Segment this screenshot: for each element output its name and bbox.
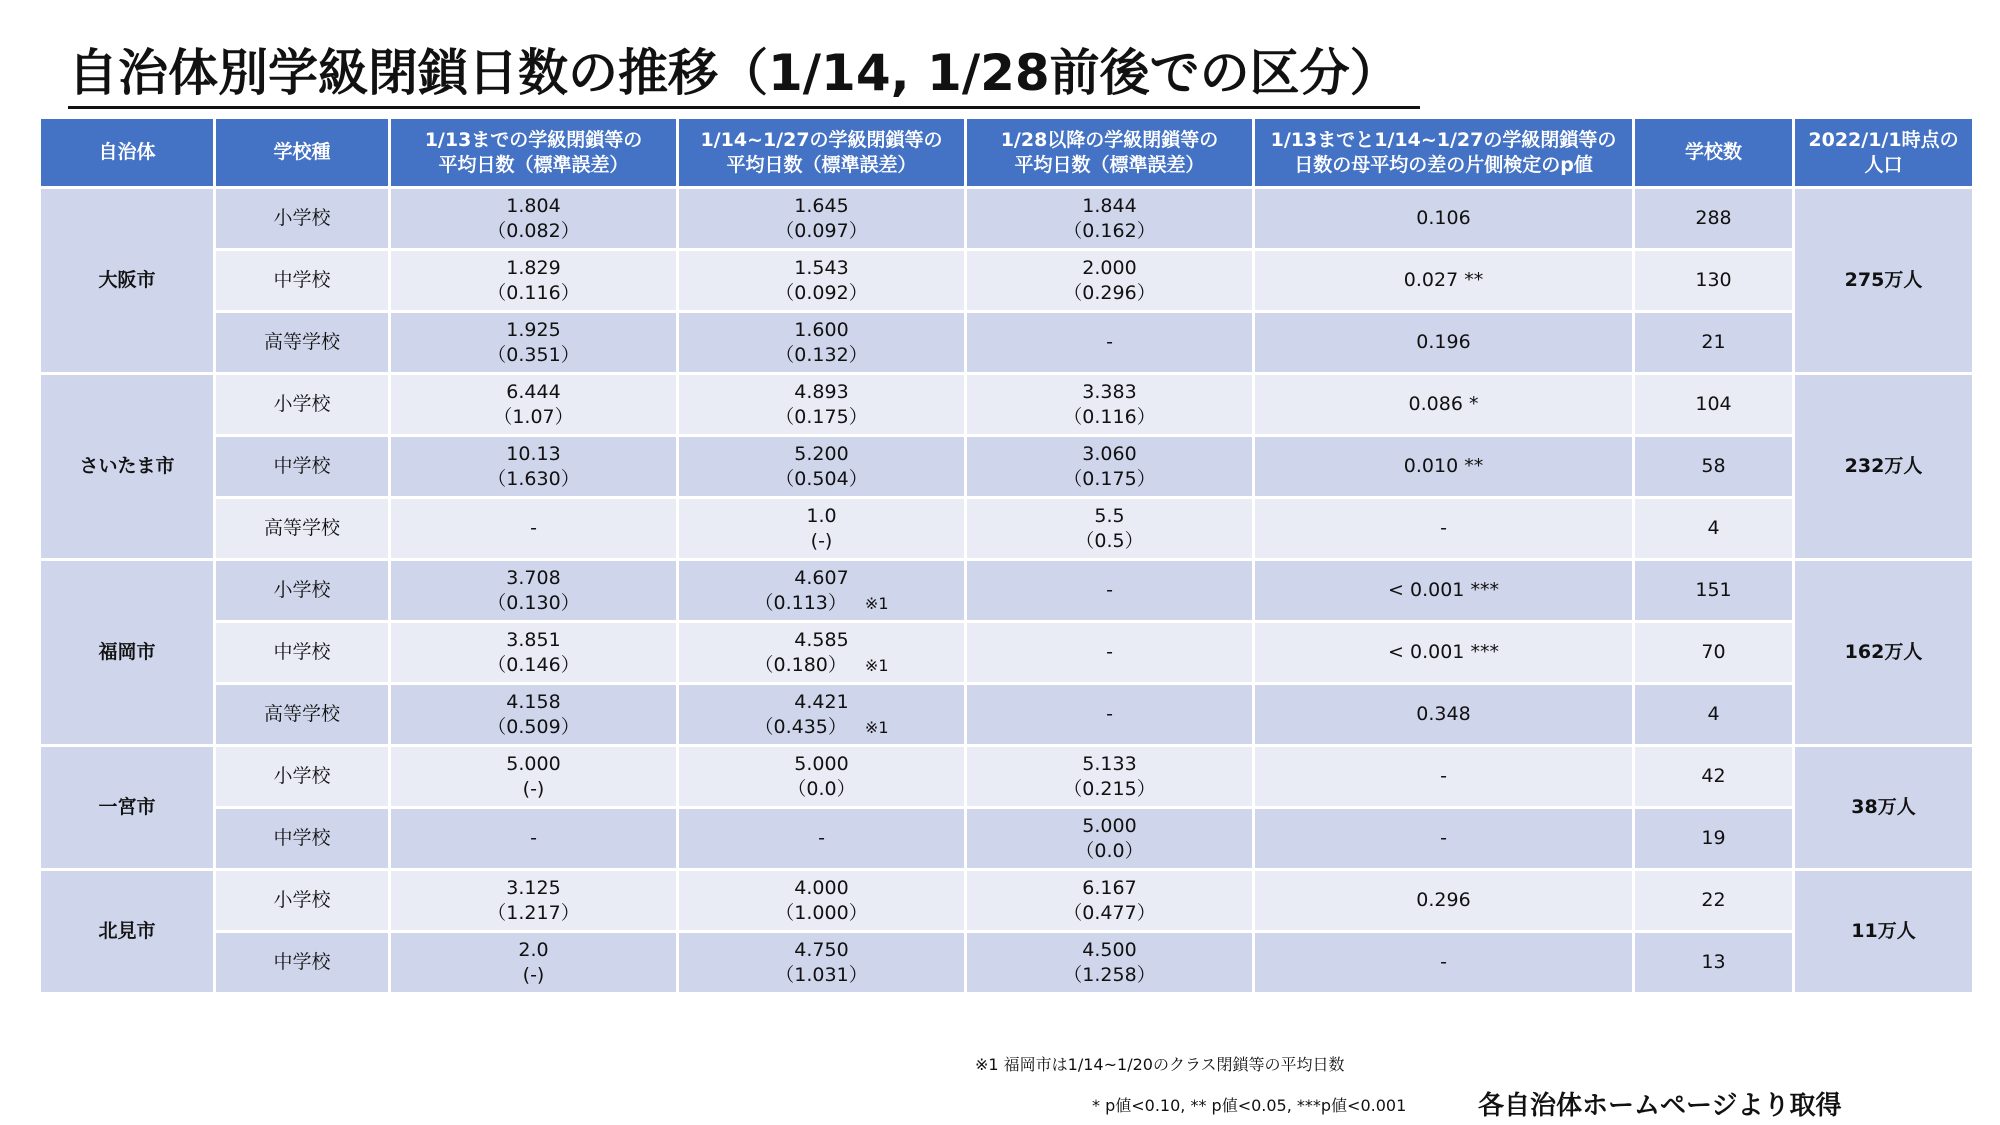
mid-0114-0127-cell: [678, 374, 966, 436]
mean-value: 4.421: [794, 690, 849, 713]
standard-error: （0.097）: [775, 219, 868, 242]
mean-value: 1.844: [1082, 194, 1137, 217]
school-count-cell: 42: [1634, 746, 1794, 808]
school-count-cell: 151: [1634, 560, 1794, 622]
mean-value: 1.543: [794, 256, 849, 279]
standard-error: （0.116）: [1063, 405, 1156, 428]
mean-value: 4.607: [794, 566, 849, 589]
table-row: [40, 684, 1974, 746]
closure-table: [38, 116, 1975, 995]
mean-value: 4.158: [506, 690, 561, 713]
source-note: 各自治体ホームページより取得: [1478, 1091, 1842, 1121]
before-0113-cell: [390, 746, 678, 808]
mean-value: 1.925: [506, 318, 561, 341]
standard-error: (-): [522, 963, 545, 986]
p-value-cell: 0.106: [1254, 188, 1634, 250]
p-value-cell: 0.010 **: [1254, 436, 1634, 498]
mean-value: -: [818, 827, 825, 849]
mean-value: -: [1106, 641, 1113, 663]
header-p-value: 1/13までと1/14~1/27の学級閉鎖等の 日数の母平均の差の片側検定のp値: [1254, 118, 1634, 188]
standard-error: （0.082）: [487, 219, 580, 242]
standard-error: （0.116）: [487, 281, 580, 304]
school-type-cell: 中学校: [215, 250, 390, 312]
mid-0114-0127-cell: [678, 250, 966, 312]
school-type-cell: 中学校: [215, 622, 390, 684]
header-school-type: 学校種: [215, 118, 390, 188]
before-0113-cell: [390, 684, 678, 746]
school-count-cell: 58: [1634, 436, 1794, 498]
school-count-cell: 4: [1634, 684, 1794, 746]
mean-value: 1.645: [794, 194, 849, 217]
note-marker: ※1: [864, 655, 889, 675]
school-type-cell: 小学校: [215, 746, 390, 808]
school-count-cell: 19: [1634, 808, 1794, 870]
standard-error: （0.0）: [787, 777, 856, 800]
before-0113-cell: [390, 374, 678, 436]
header-population: 2022/1/1時点の 人口: [1794, 118, 1974, 188]
p-value-cell: -: [1254, 808, 1634, 870]
standard-error: (-): [810, 529, 833, 552]
mean-value: 3.383: [1082, 380, 1137, 403]
standard-error: (-): [522, 777, 545, 800]
mean-value: 2.000: [1082, 256, 1137, 279]
standard-error: （0.509）: [487, 715, 580, 738]
before-0113-cell: [390, 808, 678, 870]
mean-value: 1.804: [506, 194, 561, 217]
table-row: [40, 436, 1974, 498]
header-school-count: 学校数: [1634, 118, 1794, 188]
school-count-cell: 13: [1634, 932, 1794, 994]
p-value-cell: 0.086 *: [1254, 374, 1634, 436]
population-cell: 11万人: [1794, 870, 1974, 994]
mean-value: 1.829: [506, 256, 561, 279]
footnote-fukuoka: ※1 福岡市は1/14~1/20のクラス閉鎖等の平均日数: [975, 1055, 1345, 1074]
standard-error: （0.296）: [1063, 281, 1156, 304]
footnote-significance: * p値<0.10, ** p値<0.05, ***p値<0.001: [1092, 1096, 1407, 1115]
mean-value: 5.133: [1082, 752, 1137, 775]
standard-error: （0.132）: [775, 343, 868, 366]
municipality-cell: さいたま市: [40, 374, 215, 560]
municipality-cell: 北見市: [40, 870, 215, 994]
table-row: [40, 932, 1974, 994]
header-municipality: 自治体: [40, 118, 215, 188]
population-cell: 232万人: [1794, 374, 1974, 560]
header-row: [40, 118, 1974, 188]
school-count-cell: 70: [1634, 622, 1794, 684]
standard-error: （1.258）: [1063, 963, 1156, 986]
municipality-cell: 一宮市: [40, 746, 215, 870]
after-0128-cell: [966, 374, 1254, 436]
mid-0114-0127-cell: [678, 746, 966, 808]
before-0113-cell: [390, 498, 678, 560]
standard-error: （1.217）: [487, 901, 580, 924]
after-0128-cell: [966, 250, 1254, 312]
school-count-cell: 104: [1634, 374, 1794, 436]
table-row: [40, 250, 1974, 312]
after-0128-cell: [966, 808, 1254, 870]
mean-value: 6.444: [506, 380, 561, 403]
note-marker: ※1: [864, 717, 889, 737]
mean-value: -: [1106, 331, 1113, 353]
standard-error: （0.435） ※1: [754, 715, 889, 738]
p-value-cell: < 0.001 ***: [1254, 560, 1634, 622]
table-row: [40, 560, 1974, 622]
mid-0114-0127-cell: [678, 436, 966, 498]
p-value-cell: 0.296: [1254, 870, 1634, 932]
mid-0114-0127-cell: [678, 684, 966, 746]
standard-error: （0.175）: [1063, 467, 1156, 490]
after-0128-cell: [966, 746, 1254, 808]
after-0128-cell: [966, 560, 1254, 622]
p-value-cell: 0.348: [1254, 684, 1634, 746]
table-row: [40, 622, 1974, 684]
mid-0114-0127-cell: [678, 622, 966, 684]
standard-error: （0.162）: [1063, 219, 1156, 242]
standard-error: （1.07）: [493, 405, 574, 428]
school-type-cell: 高等学校: [215, 684, 390, 746]
standard-error: （0.092）: [775, 281, 868, 304]
standard-error: （0.215）: [1063, 777, 1156, 800]
mean-value: 5.000: [794, 752, 849, 775]
school-count-cell: 288: [1634, 188, 1794, 250]
p-value-cell: -: [1254, 498, 1634, 560]
population-cell: 162万人: [1794, 560, 1974, 746]
standard-error: （0.146）: [487, 653, 580, 676]
mean-value: 4.500: [1082, 938, 1137, 961]
table-row: [40, 498, 1974, 560]
mean-value: 4.000: [794, 876, 849, 899]
standard-error: （1.630）: [487, 467, 580, 490]
table-row: [40, 188, 1974, 250]
school-type-cell: 小学校: [215, 560, 390, 622]
before-0113-cell: [390, 250, 678, 312]
header-0114-0127: 1/14~1/27の学級閉鎖等の 平均日数（標準誤差）: [678, 118, 966, 188]
standard-error: （1.031）: [775, 963, 868, 986]
standard-error: （0.504）: [775, 467, 868, 490]
standard-error: （0.180） ※1: [754, 653, 889, 676]
mid-0114-0127-cell: [678, 560, 966, 622]
p-value-cell: 0.027 **: [1254, 250, 1634, 312]
after-0128-cell: [966, 498, 1254, 560]
table-row: [40, 870, 1974, 932]
standard-error: （0.477）: [1063, 901, 1156, 924]
mean-value: 5.5: [1094, 504, 1125, 527]
mean-value: -: [530, 827, 537, 849]
mean-value: 5.000: [1082, 814, 1137, 837]
school-type-cell: 小学校: [215, 374, 390, 436]
p-value-cell: -: [1254, 932, 1634, 994]
after-0128-cell: [966, 188, 1254, 250]
before-0113-cell: [390, 932, 678, 994]
table-row: [40, 374, 1974, 436]
mean-value: 3.060: [1082, 442, 1137, 465]
standard-error: （0.351）: [487, 343, 580, 366]
standard-error: （0.113） ※1: [754, 591, 889, 614]
population-cell: 38万人: [1794, 746, 1974, 870]
standard-error: （0.5）: [1075, 529, 1144, 552]
mean-value: 4.893: [794, 380, 849, 403]
before-0113-cell: [390, 622, 678, 684]
before-0113-cell: [390, 870, 678, 932]
standard-error: （0.130）: [487, 591, 580, 614]
mean-value: 10.13: [506, 442, 561, 465]
school-type-cell: 小学校: [215, 188, 390, 250]
after-0128-cell: [966, 684, 1254, 746]
school-type-cell: 高等学校: [215, 312, 390, 374]
mid-0114-0127-cell: [678, 188, 966, 250]
school-type-cell: 小学校: [215, 870, 390, 932]
mid-0114-0127-cell: [678, 312, 966, 374]
table-row: [40, 312, 1974, 374]
mean-value: -: [1106, 703, 1113, 725]
school-type-cell: 中学校: [215, 932, 390, 994]
mean-value: 6.167: [1082, 876, 1137, 899]
after-0128-cell: [966, 312, 1254, 374]
mid-0114-0127-cell: [678, 808, 966, 870]
mean-value: -: [530, 517, 537, 539]
p-value-cell: < 0.001 ***: [1254, 622, 1634, 684]
school-count-cell: 22: [1634, 870, 1794, 932]
school-type-cell: 中学校: [215, 808, 390, 870]
before-0113-cell: [390, 312, 678, 374]
school-count-cell: 4: [1634, 498, 1794, 560]
header-before-0113: 1/13までの学級閉鎖等の 平均日数（標準誤差）: [390, 118, 678, 188]
mean-value: 3.851: [506, 628, 561, 651]
mean-value: 5.200: [794, 442, 849, 465]
school-count-cell: 130: [1634, 250, 1794, 312]
p-value-cell: -: [1254, 746, 1634, 808]
mean-value: 3.125: [506, 876, 561, 899]
page-title: 自治体別学級閉鎖日数の推移（1/14, 1/28前後での区分）: [68, 40, 1420, 109]
standard-error: （0.0）: [1075, 839, 1144, 862]
note-marker: ※1: [864, 593, 889, 613]
after-0128-cell: [966, 436, 1254, 498]
p-value-cell: 0.196: [1254, 312, 1634, 374]
school-count-cell: 21: [1634, 312, 1794, 374]
school-type-cell: 中学校: [215, 436, 390, 498]
table-row: [40, 746, 1974, 808]
header-after-0128: 1/28以降の学級閉鎖等の 平均日数（標準誤差）: [966, 118, 1254, 188]
mean-value: 2.0: [518, 938, 549, 961]
municipality-cell: 福岡市: [40, 560, 215, 746]
mean-value: 1.600: [794, 318, 849, 341]
population-cell: 275万人: [1794, 188, 1974, 374]
after-0128-cell: [966, 870, 1254, 932]
after-0128-cell: [966, 622, 1254, 684]
mean-value: 1.0: [806, 504, 837, 527]
mean-value: -: [1106, 579, 1113, 601]
standard-error: （1.000）: [775, 901, 868, 924]
mid-0114-0127-cell: [678, 932, 966, 994]
municipality-cell: 大阪市: [40, 188, 215, 374]
mean-value: 4.750: [794, 938, 849, 961]
before-0113-cell: [390, 560, 678, 622]
after-0128-cell: [966, 932, 1254, 994]
mean-value: 4.585: [794, 628, 849, 651]
mean-value: 3.708: [506, 566, 561, 589]
table-row: [40, 808, 1974, 870]
before-0113-cell: [390, 436, 678, 498]
standard-error: （0.175）: [775, 405, 868, 428]
before-0113-cell: [390, 188, 678, 250]
mean-value: 5.000: [506, 752, 561, 775]
mid-0114-0127-cell: [678, 498, 966, 560]
mid-0114-0127-cell: [678, 870, 966, 932]
school-type-cell: 高等学校: [215, 498, 390, 560]
